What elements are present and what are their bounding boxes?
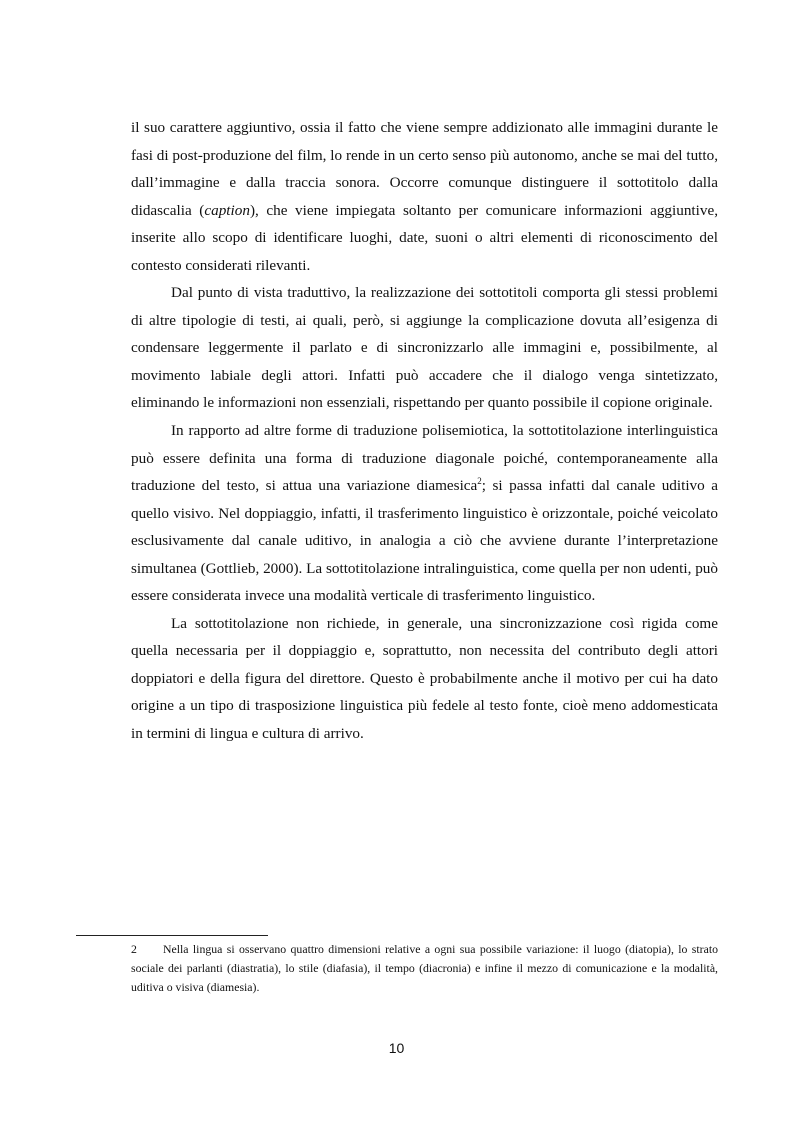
footnote-separator xyxy=(76,935,268,936)
paragraph-1-text-end: ), che viene impiegata soltanto per comunicare informazioni aggiuntive, inserite allo scopo di identificare luoghi, date, suoni o altri elementi di riconoscimento del contesto considerati rilevanti. xyxy=(131,201,719,274)
footnote-number: 2 xyxy=(131,942,137,956)
page-number: 10 xyxy=(388,1040,405,1056)
paragraph-1 xyxy=(131,114,718,279)
footnote-text: Nella lingua si osservano quattro dimensioni relative a ogni sua possibile variazione: il luogo (diatopia), lo strato sociale dei parlanti (diastratia), lo stile (diafasia), il tempo (diacronia) e infine il mezzo di comunicazione e la modalità, uditiva o visiva (diamesia). xyxy=(131,942,718,994)
caption-term: caption xyxy=(204,201,250,219)
paragraph-3 xyxy=(131,417,718,610)
paragraph-2: Dal punto di vista traduttivo, la realizzazione dei sottotitoli comporta gli stessi problemi di altre tipologie di testi, ai quali, però, si aggiunge la complicazione dovuta all’esigenza di condensare leggermente il parlato e di sincronizzarlo alle immagini e, possibilmente, al movimento labiale degli attori. Infatti può accadere che il dialogo venga sintetizzato, eliminando le informazioni non essenziali, rispettando per quanto possibile il copione originale. xyxy=(131,284,718,412)
main-text xyxy=(131,114,718,748)
paragraph-4: La sottotitolazione non richiede, in generale, una sincronizzazione così rigida come quella necessaria per il doppiaggio e, soprattutto, non necessita del contributo degli attori doppiatori e della figura del direttore. Questo è probabilmente anche il motivo per cui ha dato origine a un tipo di trasposizione linguistica più fedele al testo fonte, cioè meno addomesticata in termini di lingua e cultura di arrivo. xyxy=(131,614,718,743)
footnote-reference: 2 xyxy=(477,476,482,487)
footnote xyxy=(131,940,718,997)
paragraph-1-text-start: il suo carattere aggiuntivo, ossia il fatto che viene sempre addizionato alle immagini durante le fasi di post-produzione del film, lo rende in un certo senso più autonomo, anche se mai del tutto, dall’immagine e dalla traccia sonora. Occorre comunque distinguere il sottotitolo dalla didascalia ( xyxy=(131,119,718,219)
paragraph-3-text-start: In rapporto ad altre forme di traduzione polisemiotica, la sottotitolazione interlinguistica può essere definita una forma di traduzione diagonale poiché, contemporaneamente alla traduzione del testo, si attua una variazione diamesica xyxy=(131,422,718,495)
paragraph-3-text-end: ; si passa infatti dal canale uditivo a quello visivo. Nel doppiaggio, infatti, il trasferimento linguistico è orizzontale, poiché veicolato esclusivamente dal canale uditivo, in analogia a ciò che avviene durante l’interpretazione simultanea (Gottlieb, 2000). La sottotitolazione intralinguistica, come quella per non udenti, può essere considerata invece una modalità verticale di trasferimento linguistico. xyxy=(131,477,719,605)
